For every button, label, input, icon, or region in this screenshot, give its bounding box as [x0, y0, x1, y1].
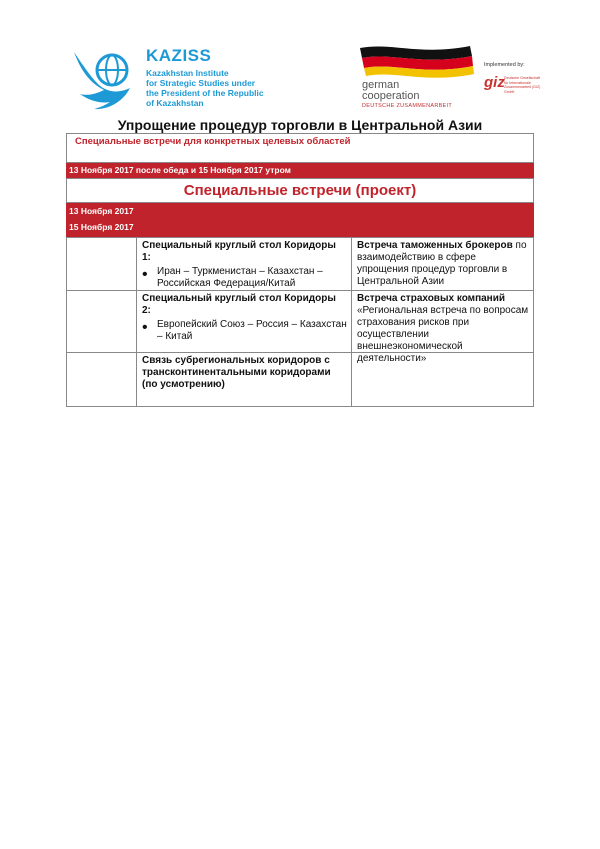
dates-bar [66, 163, 534, 178]
kaziss-line-2: for Strategic Studies under [146, 78, 256, 88]
giz-small-text: Deutsche Gesellschaft für Internationale Zusammenarbeit (GIZ) GmbH [504, 76, 541, 94]
gc-line-3: DEUTSCHE ZUSAMMENARBEIT [362, 103, 453, 109]
table-row [66, 352, 534, 407]
bullet-icon: • [142, 266, 148, 283]
table-cell-left [136, 353, 352, 406]
table-cell-empty [67, 291, 137, 352]
row-1-right-text [357, 240, 529, 288]
giz-mark: giz [484, 74, 505, 91]
date-2: 15 Ноября 2017 [69, 222, 134, 232]
subtitle-row [66, 133, 534, 163]
dates-block [66, 203, 534, 237]
gc-line-1: german [362, 79, 400, 91]
row-1-right-title: Встреча таможенных брокеров [357, 240, 513, 251]
gc-line-2: cooperation [362, 90, 420, 102]
kaziss-line-4: of Kazakhstan [146, 98, 204, 108]
row-3-left-title: Связь субрегиональных коридоров с трансконтинентальными коридорами (по усмотрению) [142, 355, 331, 390]
table-cell-empty [67, 353, 137, 406]
kaziss-name: KAZISS [146, 46, 212, 65]
bullet-icon: • [142, 319, 148, 336]
row-2-left-bullet: Европейский Союз – Россия – Казахстан – Китай [157, 319, 347, 342]
table-cell-empty [67, 238, 137, 290]
table-cell-left [136, 238, 352, 290]
table-cell-left [136, 291, 352, 352]
giz-logo [484, 62, 544, 102]
row-2-right-body: «Региональная встреча по вопросам страхования рисков при осуществлении внешнеэкономической деятельности» [357, 305, 529, 364]
row-1-left-bullet: Иран – Туркменистан – Казахстан – Российская Федерация/Китай [157, 266, 323, 289]
kaziss-logo [70, 44, 300, 110]
page-title: Упрощение процедур торговли в Центральной Азии [117, 117, 483, 133]
row-1-right-body: по взаимодействию в сфере упрощения процедур торговли в Центральной Азии [357, 240, 527, 287]
section-title: Специальные встречи (проект) [183, 182, 417, 199]
giz-implemented-by: Implemented by: [484, 62, 525, 68]
date-1: 13 Ноября 2017 [69, 206, 134, 216]
row-2-right-title: Встреча страховых компаний [357, 293, 506, 304]
row-1-left-title: Специальный круглый стол Коридоры 1: [142, 240, 336, 263]
kaziss-line-3: the President of the Republic [146, 88, 264, 98]
kaziss-line-1: Kazakhstan Institute [146, 68, 229, 78]
german-flag-wave-icon [360, 42, 480, 80]
dates-bar-text: 13 Ноября 2017 после обеда и 15 Ноября 2017 утром [69, 165, 291, 175]
row-2-left-title: Специальный круглый стол Коридоры 2: [142, 293, 336, 316]
table-cell-right-empty [351, 353, 533, 406]
kaziss-bird-globe-icon [70, 44, 140, 110]
table-cell-right [351, 291, 533, 364]
subtitle: Специальные встречи для конкретных целевых областей [75, 136, 351, 147]
german-cooperation-logo [360, 42, 480, 112]
table-row [66, 237, 534, 291]
table-cell-right [351, 238, 533, 290]
section-title-row [66, 178, 534, 203]
table-row [66, 290, 534, 364]
